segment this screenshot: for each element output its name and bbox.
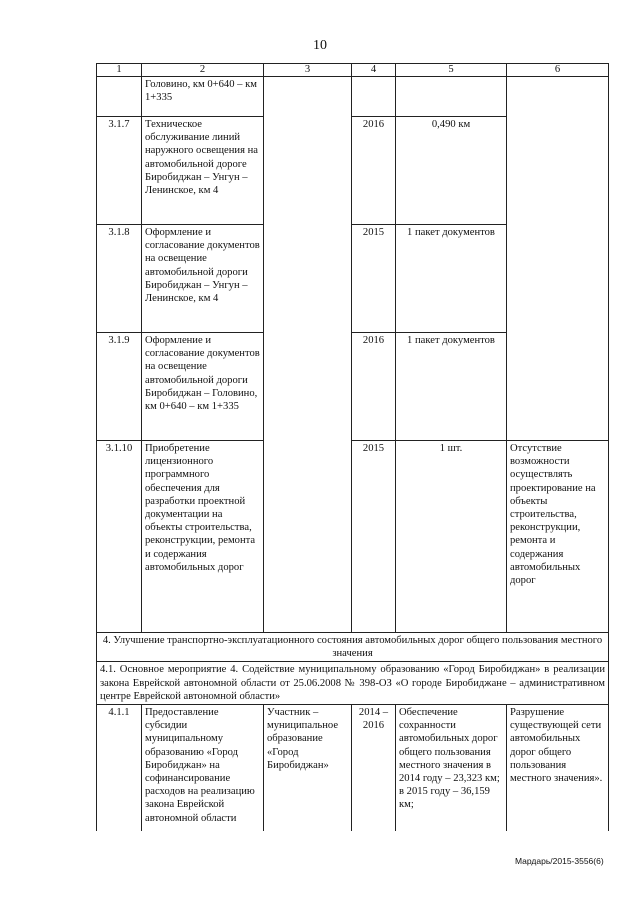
main-measure: 4.1. Основное мероприятие 4. Содействие муниципальному образованию «Город Биробиджан» в реализации закона Еврейской автономной области от 25.06.2008 № 398-ОЗ «О городе Биробиджане – административном центре Еврейской автономной области»	[97, 662, 609, 705]
row-number: 3.1.10	[97, 441, 142, 633]
row-consequence: Разрушение существующей сети автомобильных дорог общего пользования местного значения».	[507, 705, 609, 831]
row-indicator: 1 пакет документов	[396, 225, 507, 333]
section-heading-row	[97, 633, 609, 662]
row-number	[97, 77, 142, 117]
row-consequence	[507, 77, 609, 441]
row-name: Головино, км 0+640 – км 1+335	[142, 77, 264, 117]
row-number: 3.1.7	[97, 117, 142, 225]
column-number: 3	[264, 64, 352, 77]
row-name: Предоставление субсидии муниципальному образованию «Город Биробиджан» на софинансирование расходов на реализацию закона Еврейской автономной области	[142, 705, 264, 831]
table-row	[97, 705, 609, 831]
row-number: 3.1.8	[97, 225, 142, 333]
program-table	[96, 63, 609, 831]
row-indicator: Обеспечение сохранности автомобильных дорог общего пользования местного значения в 2014 году – 23,323 км; в 2015 году – 36,159 км;	[396, 705, 507, 831]
page-number: 10	[313, 38, 327, 53]
column-number: 2	[142, 64, 264, 77]
column-number: 1	[97, 64, 142, 77]
row-year: 2015	[352, 441, 396, 633]
column-number: 6	[507, 64, 609, 77]
row-indicator: 0,490 км	[396, 117, 507, 225]
row-name: Приобретение лицензионного программного обеспечения для разработки проектной документации на объекты строительства, реконструкции, ремонта и содержания автомобильных дорог	[142, 441, 264, 633]
row-year: 2016	[352, 117, 396, 225]
row-consequence: Отсутствие возможности осуществлять проектирование на объекты строительства, реконструкции, ремонта и содержания автомобильных дорог	[507, 441, 609, 633]
row-indicator: 1 шт.	[396, 441, 507, 633]
row-executor: Участник – муниципальное образование «Город Биробиджан»	[264, 705, 352, 831]
row-name: Оформление и согласование документов на освещение автомобильной дороги Биробиджан – Унгун – Ленинское, км 4	[142, 225, 264, 333]
column-number: 4	[352, 64, 396, 77]
row-number: 3.1.9	[97, 333, 142, 441]
row-name: Оформление и согласование документов на освещение автомобильной дороги Биробиджан – Головино, км 0+640 – км 1+335	[142, 333, 264, 441]
row-year: 2016	[352, 333, 396, 441]
row-indicator	[396, 77, 507, 117]
table-row	[97, 77, 609, 117]
row-year: 2015	[352, 225, 396, 333]
row-year: 2014 – 2016	[352, 705, 396, 831]
row-indicator: 1 пакет документов	[396, 333, 507, 441]
row-name: Техническое обслуживание линий наружного освещения на автомобильной дороге Биробиджан – Унгун – Ленинское, км 4	[142, 117, 264, 225]
document-code: Мардарь/2015-3556(6)	[515, 856, 604, 866]
row-executor	[264, 77, 352, 633]
column-number-row	[97, 64, 609, 77]
section-heading: 4. Улучшение транспортно-эксплуатационного состояния автомобильных дорог общего пользования местного значения	[97, 633, 609, 662]
measure-row	[97, 662, 609, 705]
row-year	[352, 77, 396, 117]
column-number: 5	[396, 64, 507, 77]
row-number: 4.1.1	[97, 705, 142, 831]
table-row	[97, 441, 609, 633]
